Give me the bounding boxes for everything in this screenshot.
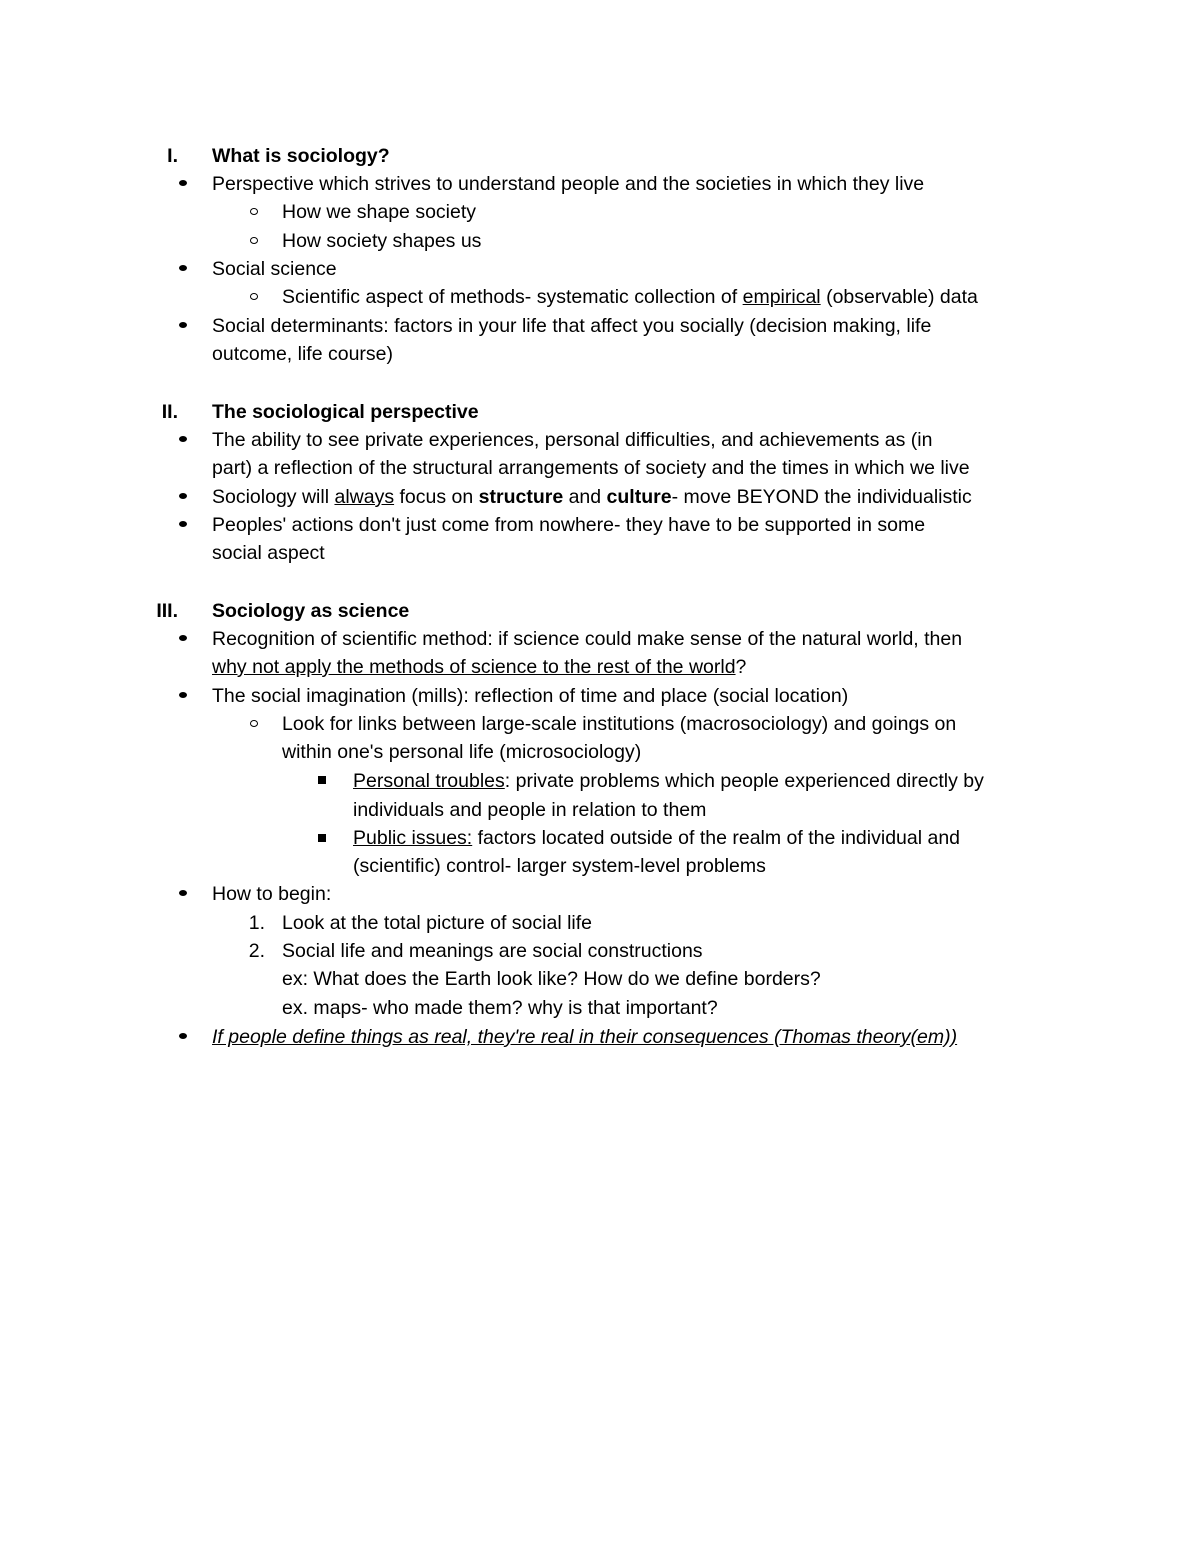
list-item: How society shapes us <box>282 230 482 252</box>
list-item: How we shape society <box>282 201 477 223</box>
section-heading: What is sociology? <box>212 145 390 167</box>
list-item-continuation: (scientific) control- larger system-level problems <box>353 855 766 877</box>
underlined-term: Public issues: <box>353 827 473 849</box>
list-item: Look for links between large-scale institutions (macrosociology) and goings on <box>282 713 957 735</box>
text-run: ? <box>735 656 747 678</box>
bullet-icon <box>179 180 187 186</box>
list-item-continuation: ex: What does the Earth look like? How do we define borders? <box>282 968 821 990</box>
section-numeral: I. <box>167 145 178 167</box>
list-item-continuation: outcome, life course) <box>212 343 393 365</box>
list-item <box>353 824 960 852</box>
bold-term: structure <box>478 486 564 508</box>
text-run: (observable) data <box>820 286 978 308</box>
section-heading: The sociological perspective <box>212 401 479 423</box>
underlined-term: always <box>334 486 395 508</box>
list-item <box>282 283 978 311</box>
circle-bullet-icon <box>250 237 258 244</box>
square-bullet-icon <box>318 776 326 784</box>
bold-term: culture <box>606 486 672 508</box>
bullet-icon <box>179 265 187 271</box>
circle-bullet-icon <box>250 720 258 727</box>
list-item-continuation: part) a reflection of the structural arrangements of society and the times in which we live <box>212 457 970 479</box>
bullet-icon <box>179 436 187 442</box>
section-numeral: III. <box>156 600 178 622</box>
circle-bullet-icon <box>250 293 258 300</box>
list-item: If people define things as real, they're real in their consequences (Thomas theory(em)) <box>212 1026 958 1048</box>
list-item: The ability to see private experiences, personal difficulties, and achievements as (in <box>212 429 933 451</box>
list-item-continuation: social aspect <box>212 542 325 564</box>
list-item-continuation: within one's personal life (microsociology) <box>282 741 642 763</box>
text-run: : private problems which people experienced directly by <box>504 770 984 792</box>
list-item: Recognition of scientific method: if science could make sense of the natural world, then <box>212 628 963 650</box>
list-item-continuation: ex. maps- who made them? why is that important? <box>282 997 718 1019</box>
list-item: The social imagination (mills): reflection of time and place (social location) <box>212 685 849 707</box>
underlined-term: empirical <box>742 286 821 308</box>
list-item-continuation <box>212 653 746 681</box>
bullet-icon <box>179 521 187 527</box>
text-run: Sociology will <box>212 486 335 508</box>
list-item: Social life and meanings are social constructions <box>282 940 703 962</box>
list-item: How to begin: <box>212 883 332 905</box>
bullet-icon <box>179 890 187 896</box>
bullet-icon <box>179 493 187 499</box>
section-numeral: II. <box>161 401 178 423</box>
text-run: focus on <box>394 486 479 508</box>
text-run: and <box>563 486 607 508</box>
ordered-list-number: 1. <box>248 912 265 934</box>
bullet-icon <box>179 635 187 641</box>
list-item: Social determinants: factors in your life that affect you socially (decision making, life <box>212 315 932 337</box>
bullet-icon <box>179 322 187 328</box>
text-run: factors located outside of the realm of the individual and <box>472 827 961 849</box>
list-item <box>353 767 984 795</box>
list-item: Peoples' actions don't just come from nowhere- they have to be supported in some <box>212 514 926 536</box>
text-run: - move BEYOND the individualistic <box>671 486 972 508</box>
circle-bullet-icon <box>250 208 258 215</box>
list-item: Perspective which strives to understand people and the societies in which they live <box>212 173 925 195</box>
list-item <box>212 483 972 511</box>
underlined-term: why not apply the methods of science to the rest of the world <box>212 656 736 678</box>
section-heading: Sociology as science <box>212 600 410 622</box>
list-item: Look at the total picture of social life <box>282 912 593 934</box>
text-run: Scientific aspect of methods- systematic collection of <box>282 286 743 308</box>
ordered-list-number: 2. <box>248 940 265 962</box>
bullet-icon <box>179 692 187 698</box>
list-item-continuation: individuals and people in relation to them <box>353 799 707 821</box>
bullet-icon <box>179 1033 187 1039</box>
square-bullet-icon <box>318 834 326 842</box>
list-item: Social science <box>212 258 337 280</box>
underlined-term: Personal troubles <box>353 770 505 792</box>
